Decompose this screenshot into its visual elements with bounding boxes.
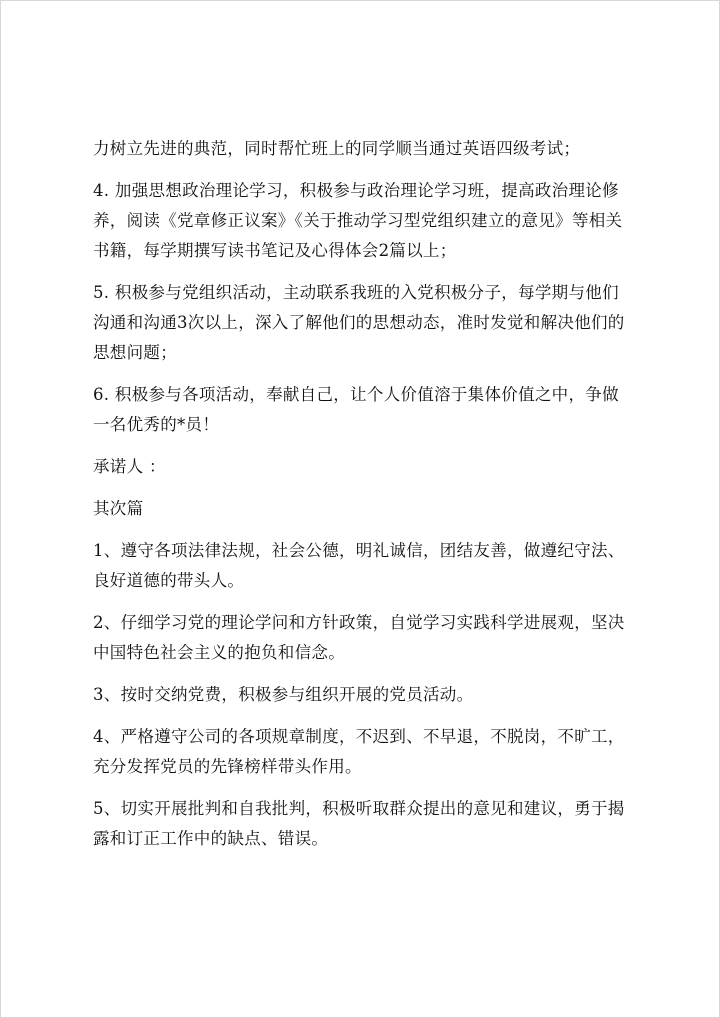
- text-line: 露和订正工作中的缺点、错误。: [93, 829, 329, 848]
- paragraph-gap: [93, 164, 633, 176]
- paragraph-gap: [93, 266, 633, 278]
- text-line: 5、切实开展批判和自我批判，积极听取群众提出的意见和建议，勇于揭: [93, 799, 625, 818]
- text-line: 力树立先进的典范，同时帮忙班上的同学顺当通过英语四级考试；: [93, 139, 581, 158]
- paragraph-gap: [93, 368, 633, 380]
- text-line: 一名优秀的*员！: [93, 415, 220, 434]
- paragraph-gap: [93, 710, 633, 722]
- text-line: 2、仔细学习党的理论学问和方针政策，自觉学习实践科学进展观，坚决: [93, 613, 625, 632]
- text-line: 4. 加强思想政治理论学习，积极参与政治理论学习班，提高政治理论修: [93, 181, 619, 200]
- paragraph-gap: [93, 596, 633, 608]
- text-line: 养，阅读《党章修正议案》《关于推动学习型党组织建立的意见》等相关: [93, 211, 623, 230]
- text-line: 沟通和沟通3次以上，深入了解他们的思想动态，准时发觉和解决他们的: [93, 313, 625, 332]
- text-line: 思想问题；: [93, 343, 177, 362]
- paragraph-gap: [93, 440, 633, 452]
- paragraph-gap: [93, 782, 633, 794]
- paragraph-gap: [93, 668, 633, 680]
- signature-label: 承诺人 ：: [93, 457, 166, 476]
- paragraph-gap: [93, 482, 633, 494]
- paragraph-gap: [93, 524, 633, 536]
- document-body: [93, 134, 633, 854]
- text-line: 6. 积极参与各项活动，奉献自己，让个人价值溶于集体价值之中，争做: [93, 385, 619, 404]
- text-line: 书籍，每学期撰写读书笔记及心得体会2篇以上；: [93, 241, 457, 260]
- section-title: 其次篇: [93, 499, 144, 518]
- text-line: 1、遵守各项法律法规，社会公德，明礼诚信，团结友善，做遵纪守法、: [93, 541, 625, 560]
- text-line: 良好道德的带头人。: [93, 571, 245, 590]
- text-line: 5. 积极参与党组织活动，主动联系我班的入党积极分子，每学期与他们: [93, 283, 619, 302]
- text-line: 充分发挥党员的先锋榜样带头作用。: [93, 757, 362, 776]
- text-line: 中国特色社会主义的抱负和信念。: [93, 643, 345, 662]
- text-line: 4、严格遵守公司的各项规章制度，不迟到、不早退，不脱岗，不旷工，: [93, 727, 625, 746]
- text-line: 3、按时交纳党费，积极参与组织开展的党员活动。: [93, 685, 474, 704]
